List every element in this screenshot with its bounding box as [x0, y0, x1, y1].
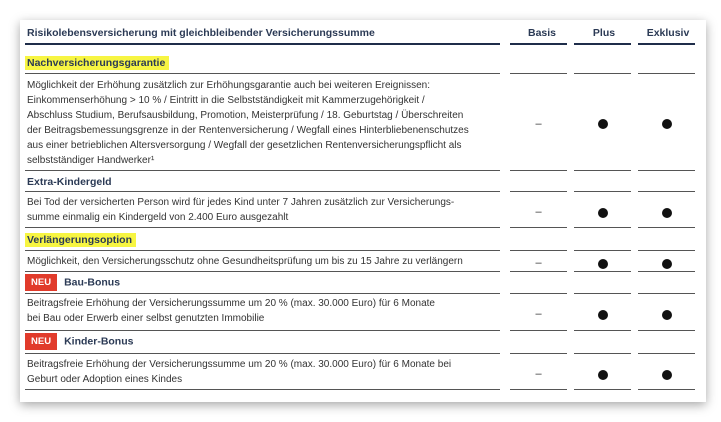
row-divider: [510, 250, 567, 251]
exklusiv-value: [638, 205, 695, 223]
exklusiv-value: [638, 116, 695, 134]
included-dot-icon: [662, 208, 672, 218]
section-heading-label: Bau-Bonus: [64, 276, 121, 289]
column-header-exklusiv: Exklusiv: [646, 27, 690, 39]
description-line: Geburt oder Adoption eines Kindes: [27, 374, 183, 385]
row-divider: [25, 191, 500, 192]
row-divider: [638, 353, 695, 354]
plus-value: [574, 307, 631, 325]
row-divider: [25, 389, 500, 390]
basis-value: [510, 304, 567, 322]
section-description: [27, 357, 502, 387]
section-heading-extra-kindergeld: Extra-Kindergeld: [27, 176, 112, 188]
header-divider: [25, 43, 500, 45]
row-divider: [574, 389, 631, 390]
row-divider: [25, 271, 500, 272]
description-line: selbstständiger Handwerker¹: [27, 155, 155, 166]
description-line: Beitragsfreie Erhöhung der Versicherungssumme um 20 % (max. 30.000 Euro) für 6 Monate bei: [27, 359, 452, 370]
row-divider: [510, 73, 567, 74]
table-header: [20, 20, 706, 42]
description-line: summe einmalig ein Kindergeld von 2.400 Euro ausgezahlt: [27, 212, 289, 223]
description-line: aus einer betrieblichen Altersversorgung / Wegfall der gesetzlichen Rentenversicherungspflicht als: [27, 140, 462, 151]
section-heading-label: Kinder-Bonus: [64, 335, 134, 348]
row-divider: [25, 353, 500, 354]
row-divider: [25, 250, 500, 251]
included-dot-icon: [662, 310, 672, 320]
row-divider: [638, 73, 695, 74]
row-divider: [510, 271, 567, 272]
column-header-basis: Basis: [527, 27, 557, 39]
basis-value: [510, 253, 567, 271]
description-line: Beitragsfreie Erhöhung der Versicherungssumme um 20 % (max. 30.000 Euro) für 6 Monate: [27, 298, 435, 309]
row-divider: [25, 73, 500, 74]
row-divider: [638, 389, 695, 390]
row-divider: [25, 330, 500, 331]
header-divider: [510, 43, 567, 45]
row-divider: [574, 353, 631, 354]
description-line: Abschluss Studium, Berufsausbildung, Promotion, Meisterprüfung / 18. Geburtstag / Überschreiten: [27, 110, 464, 121]
row-divider: [574, 271, 631, 272]
row-divider: [510, 330, 567, 331]
row-divider: [574, 170, 631, 171]
exklusiv-value: [638, 307, 695, 325]
row-divider: [510, 353, 567, 354]
basis-value: [510, 114, 567, 132]
basis-value: [510, 364, 567, 382]
new-badge: NEU: [25, 274, 57, 291]
row-divider: [574, 73, 631, 74]
included-dot-icon: [598, 259, 608, 269]
included-dot-icon: [662, 370, 672, 380]
basis-value: [510, 202, 567, 220]
row-divider: [574, 227, 631, 228]
description-line: Möglichkeit, den Versicherungsschutz ohne Gesundheitsprüfung um bis zu 15 Jahre zu verlängern: [27, 256, 463, 267]
row-divider: [574, 250, 631, 251]
section-description: [27, 78, 502, 168]
included-dot-icon: [598, 208, 608, 218]
row-divider: [638, 330, 695, 331]
row-divider: [574, 293, 631, 294]
section-description: [27, 195, 502, 225]
not-included-dash-icon: –: [535, 368, 542, 380]
heading-highlight: Verlängerungsoption: [25, 233, 136, 247]
plus-value: [574, 205, 631, 223]
included-dot-icon: [598, 370, 608, 380]
row-divider: [638, 271, 695, 272]
description-line: Möglichkeit der Erhöhung zusätzlich zur Erhöhungsgarantie auch bei weiteren Ereignissen:: [27, 80, 431, 91]
section-description: [27, 296, 502, 326]
row-divider: [638, 250, 695, 251]
included-dot-icon: [662, 259, 672, 269]
section-heading-verlaengerungsoption: [27, 234, 136, 246]
row-divider: [510, 227, 567, 228]
exklusiv-value: [638, 367, 695, 385]
row-divider: [25, 170, 500, 171]
row-divider: [638, 227, 695, 228]
section-heading-kinder-bonus: [25, 333, 133, 350]
row-divider: [638, 293, 695, 294]
row-divider: [574, 191, 631, 192]
row-divider: [510, 389, 567, 390]
row-divider: [510, 293, 567, 294]
header-divider: [638, 43, 695, 45]
column-header-plus: Plus: [592, 27, 616, 39]
description-line: der Beitragsbemessungsgrenze in der Rentenversicherung / Wegfall eines Hinterbliebenenschutzes: [27, 125, 469, 136]
row-divider: [638, 170, 695, 171]
included-dot-icon: [662, 119, 672, 129]
row-divider: [638, 191, 695, 192]
not-included-dash-icon: –: [535, 257, 542, 269]
section-heading-bau-bonus: [25, 274, 120, 291]
section-description: [27, 254, 502, 269]
section-heading-nachversicherungsgarantie: [27, 57, 169, 69]
included-dot-icon: [598, 310, 608, 320]
row-divider: [25, 293, 500, 294]
row-divider: [510, 170, 567, 171]
row-divider: [574, 330, 631, 331]
plus-value: [574, 116, 631, 134]
description-line: bei Bau oder Erwerb einer selbst genutzten Immobilie: [27, 313, 265, 324]
included-dot-icon: [598, 119, 608, 129]
not-included-dash-icon: –: [535, 206, 542, 218]
description-line: Einkommenserhöhung > 10 % / Eintritt in die Selbstständigkeit mit Kammerzugehörigkeit /: [27, 95, 425, 106]
not-included-dash-icon: –: [535, 118, 542, 130]
not-included-dash-icon: –: [535, 308, 542, 320]
row-divider: [510, 191, 567, 192]
heading-highlight: Nachversicherungsgarantie: [25, 56, 169, 70]
plus-value: [574, 367, 631, 385]
row-divider: [25, 227, 500, 228]
header-divider: [574, 43, 631, 45]
description-line: Bei Tod der versicherten Person wird für jedes Kind unter 7 Jahren zusätzlich zur Versicherungs-: [27, 197, 455, 208]
table-title: Risikolebensversicherung mit gleichbleibender Versicherungssumme: [27, 27, 375, 39]
new-badge: NEU: [25, 333, 57, 350]
